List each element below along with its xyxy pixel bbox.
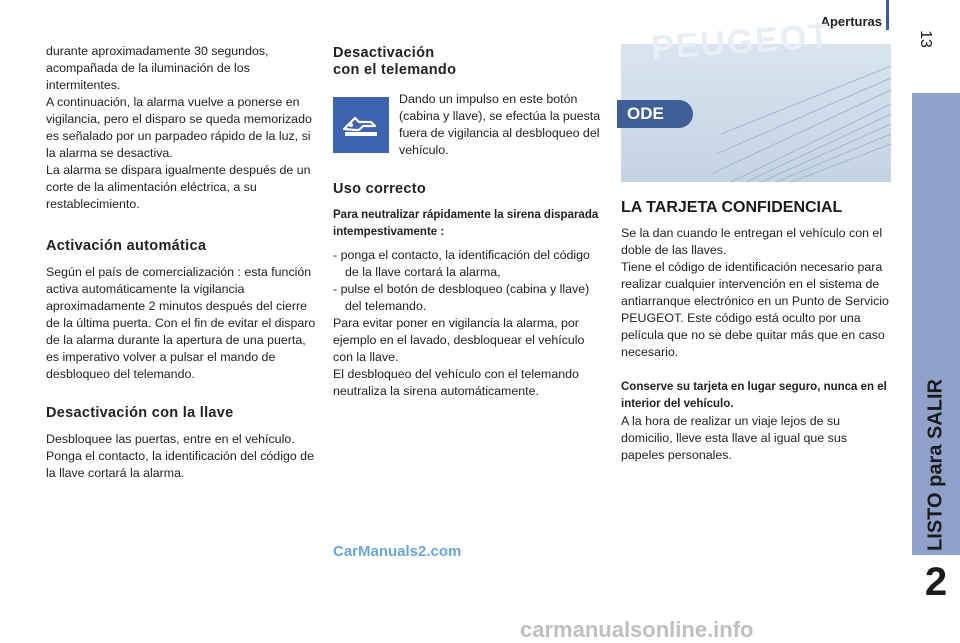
section-title: Aperturas bbox=[820, 14, 882, 29]
footer-watermark: carmanualsonline.info bbox=[520, 617, 754, 642]
bullet-item: - pulse el botón de desbloqueo (cabina y llave) del telemando. bbox=[333, 282, 590, 313]
confidential-card-heading: LA TARJETA CONFIDENCIAL bbox=[621, 199, 843, 216]
remote-heading-line1: Desactivación bbox=[333, 45, 435, 61]
chapter-number: 2 bbox=[924, 560, 948, 604]
remote-unlock-icon bbox=[333, 97, 389, 153]
intro-paragraph: durante aproximadamente 30 segundos, acompañada de la iluminación de los intermitentes. bbox=[46, 44, 269, 92]
keep-card-safe-heading: Conserve su tarjeta en lugar seguro, nunca en el interior del vehículo. bbox=[621, 381, 887, 410]
auto-activation-text: Según el país de comercialización : esta función activa automáticamente la vigilancia aproximadamente 2 minutos después del cierre de la última puerta. Con el fin de evitar el disparo de la alarma durante la apertura de una puerta, es imperativo volver a pulsar el mando de desbloqueo del telemando. bbox=[46, 265, 316, 381]
page-number: 13 bbox=[917, 30, 934, 48]
correct-use-heading: Uso correcto bbox=[333, 181, 427, 197]
auto-activation-heading: Activación automática bbox=[46, 238, 207, 254]
column-1 bbox=[46, 43, 318, 482]
remote-row bbox=[333, 91, 603, 159]
card-brand-text: PEUGEOT bbox=[649, 16, 833, 68]
chapter-tab-label: LISTO para SALIR bbox=[924, 379, 947, 551]
card-code-label: ODE bbox=[617, 100, 693, 128]
remote-deactivation-heading bbox=[333, 45, 603, 79]
bullet-item: - ponga el contacto, la identificación del código de la llave cortará la alarma, bbox=[333, 248, 590, 279]
remote-deactivation-text: Dando un impulso en este botón (cabina y llave), se efectúa la puesta fuera de vigilancia al desbloqueo del vehículo. bbox=[399, 92, 601, 157]
key-deactivation-text: Desbloquee las puertas, entre en el vehículo. Ponga el contacto, la identificación del código de la llave cortará la alarma. bbox=[46, 432, 314, 480]
column-2 bbox=[333, 45, 603, 400]
intro-paragraph: A continuación, la alarma vuelve a ponerse en vigilancia, pero el disparo se queda memorizado es señalado por un parpadeo rápido de la luz, si la alarma se desactiva. bbox=[46, 95, 312, 160]
header-rule bbox=[886, 0, 889, 30]
key-deactivation-heading: Desactivación con la llave bbox=[46, 405, 234, 421]
remote-heading-line2: con el telemando bbox=[333, 62, 457, 78]
correct-use-paragraph: El desbloqueo del vehículo con el telemando neutraliza la sirena automáticamente. bbox=[333, 367, 579, 398]
keep-card-safe-text: A la hora de realizar un viaje lejos de su domicilio, lleve esta llave al igual que sus papeles personales. bbox=[621, 414, 847, 462]
intro-paragraph: La alarma se dispara igualmente después de un corte de la alimentación eléctrica, a su restablecimiento. bbox=[46, 163, 311, 211]
carmanuals-watermark[interactable]: CarManuals2.com bbox=[333, 543, 462, 560]
correct-use-paragraph: Para evitar poner en vigilancia la alarma, por ejemplo en el lavado, desbloquear el vehículo con la llave. bbox=[333, 316, 585, 364]
confidential-card-text: Se la dan cuando le entregan el vehículo con el doble de las llaves. bbox=[621, 226, 883, 257]
confidential-card-text: Tiene el código de identificación necesario para realizar cualquier intervención en el sistema de antiarranque electrónico en un Punto de Servicio PEUGEOT. Este código está oculto por una película que no se debe quitar más que en caso necesario. bbox=[621, 260, 889, 359]
correct-use-subheading: Para neutralizar rápidamente la sirena disparada intempestivamente : bbox=[333, 209, 599, 238]
